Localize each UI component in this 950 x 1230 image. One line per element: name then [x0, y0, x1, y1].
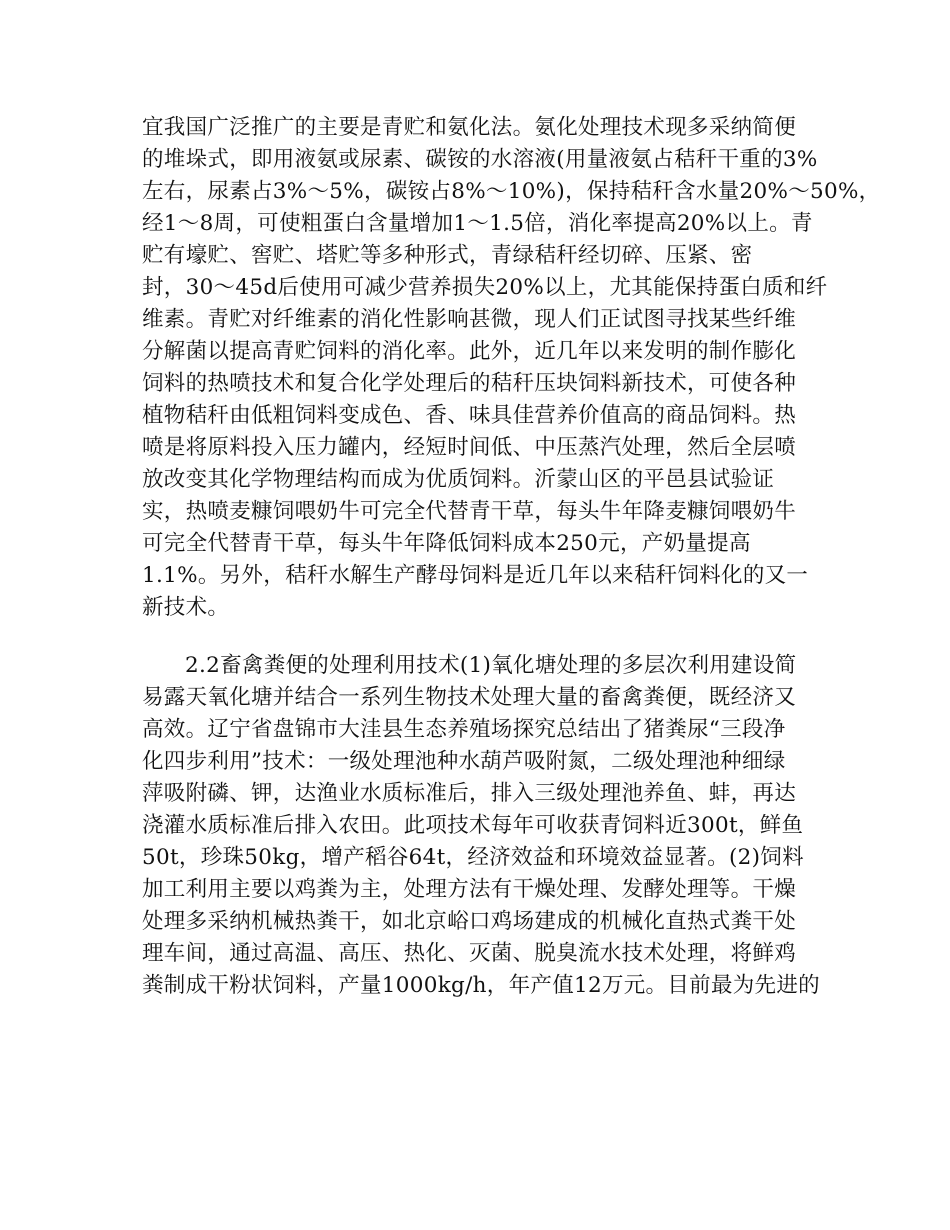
text-line: 50t，珍珠50kg，增产稻谷64t，经济效益和环境效益显著。(2)饲料 [142, 845, 804, 870]
text-line: 放改变其化学物理结构而成为优质饲料。沂蒙山区的平邑县试验证 [142, 467, 775, 492]
text-line: 浇灌水质标准后排入农田。此项技术每年可收获青饲料近300t，鲜鱼 [142, 813, 804, 838]
text-line: 化四步利用”技术：一级处理池种水葫芦吸附氮，二级处理池种细绿 [142, 749, 786, 774]
text-line: 1.1%。另外，秸秆水解生产酵母饲料是近几年以来秸秆饲料化的又一 [142, 563, 809, 588]
text-line: 宜我国广泛推广的主要是青贮和氨化法。氨化处理技术现多采纳简便 [142, 115, 797, 140]
text-line: 易露天氧化塘并结合一系列生物技术处理大量的畜禽粪便，既经济又 [142, 685, 797, 710]
text-line: 喷是将原料投入压力罐内，经短时间低、中压蒸汽处理，然后全层喷 [142, 435, 797, 460]
text-line: 2.2畜禽粪便的处理利用技术(1)氧化塘处理的多层次利用建设简 [185, 653, 797, 678]
text-line: 理车间，通过高温、高压、热化、灭菌、脱臭流水技术处理，将鲜鸡 [142, 941, 797, 966]
text-line: 粪制成干粉状饲料，产量1000kg/h，年产值12万元。目前最为先进的 [142, 973, 820, 998]
text-line: 可完全代替青干草，每头牛年降低饲料成本250元，产奶量提高 [142, 531, 751, 556]
text-line: 处理多采纳机械热粪干，如北京峪口鸡场建成的机械化直热式粪干处 [142, 909, 797, 934]
text-line: 新技术。 [142, 595, 230, 620]
text-line: 左右，尿素占3%～5%，碳铵占8%～10%)，保持秸秆含水量20%～50%， [142, 179, 881, 204]
text-line: 封，30～45d后使用可减少营养损失20%以上，尤其能保持蛋白质和纤 [142, 275, 828, 300]
text-line: 高效。辽宁省盘锦市大洼县生态养殖场探究总结出了猪粪尿“三段净 [142, 717, 786, 742]
text-line: 分解菌以提高青贮饲料的消化率。此外，近几年以来发明的制作膨化 [142, 339, 797, 364]
text-line: 萍吸附磷、钾，达渔业水质标准后，排入三级处理池养鱼、蚌，再达 [142, 781, 797, 806]
text-line: 的堆垛式，即用液氨或尿素、碳铵的水溶液(用量液氨占秸秆干重的3% [142, 147, 818, 172]
text-line: 维素。青贮对纤维素的消化性影响甚微，现人们正试图寻找某些纤维 [142, 307, 797, 332]
text-line: 经1～8周，可使粗蛋白含量增加1～1.5倍，消化率提高20%以上。青 [142, 211, 813, 236]
text-line: 贮有壕贮、窖贮、塔贮等多种形式，青绿秸秆经切碎、压紧、密 [142, 243, 753, 268]
text-line: 加工利用主要以鸡粪为主，处理方法有干燥处理、发酵处理等。干燥 [142, 877, 797, 902]
text-line: 植物秸秆由低粗饲料变成色、香、味具佳营养价值高的商品饲料。热 [142, 403, 797, 428]
text-line: 饲料的热喷技术和复合化学处理后的秸秆压块饲料新技术，可使各种 [142, 371, 797, 396]
text-line: 实，热喷麦糠饲喂奶牛可完全代替青干草，每头牛年降麦糠饲喂奶牛 [142, 499, 797, 524]
